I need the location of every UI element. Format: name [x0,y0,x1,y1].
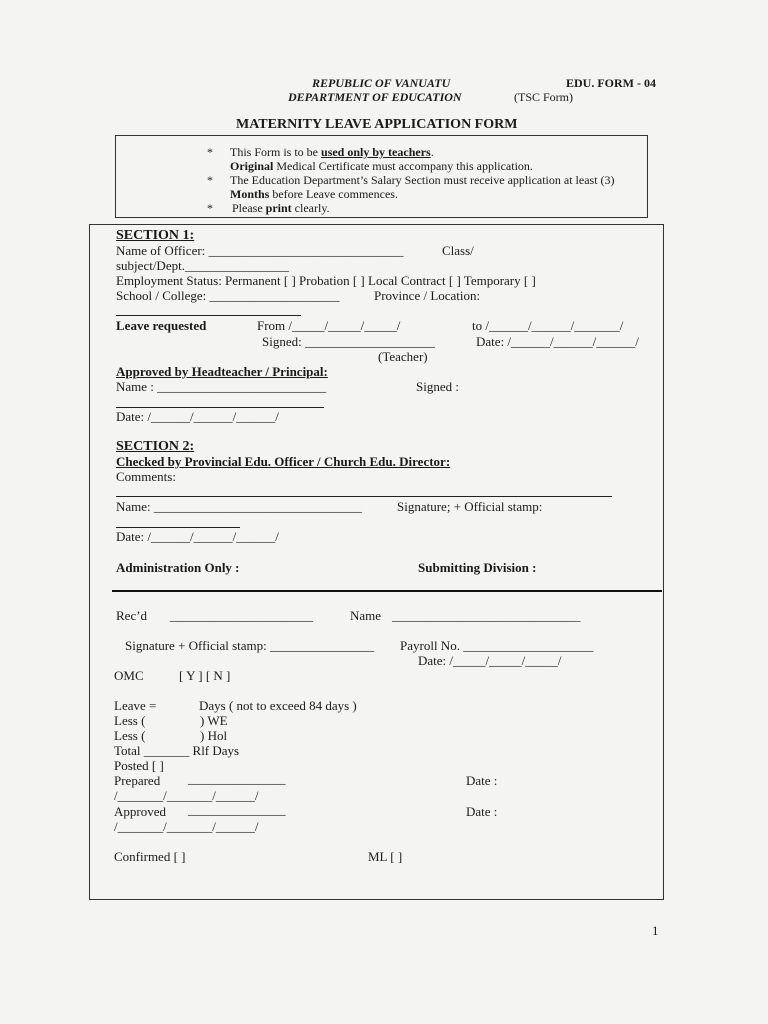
headteacher-date-field[interactable]: Date: /______/______/______/ [116,409,279,424]
employment-status-field[interactable]: Employment Status: Permanent [ ] Probation [ ] Local Contract [ ] Temporary [ ] [116,273,536,288]
notice-line-5: Please print clearly. [232,201,330,215]
comments-line[interactable] [116,496,612,497]
approved-date-label: Date : [466,804,498,819]
prepared-label: Prepared [114,773,161,788]
notice-bullet-3: * [207,201,213,215]
headteacher-underline [116,407,324,408]
notice-line-4: Months before Leave commences. [230,187,398,201]
posted-checkbox[interactable]: Posted [ ] [114,758,164,773]
total-field[interactable]: Total _______ Rlf Days [114,743,240,758]
prepared-date-label: Date : [466,773,498,788]
school-field[interactable]: School / College: ____________________ [116,288,340,303]
name-of-officer-field[interactable]: Name of Officer: ______________________________ [116,243,404,258]
omc-label: OMC [114,668,144,683]
notice-line-3: The Education Department’s Salary Section must receive application at least (3) [230,173,615,187]
submitting-division-label: Submitting Division : [418,560,537,575]
header-department: DEPARTMENT OF EDUCATION [288,90,462,104]
recd-label: Rec’d [116,608,148,623]
approved-heading: Approved by Headteacher / Principal: [116,364,328,379]
officer-underline [116,527,240,528]
subject-field[interactable]: subject/Dept.________________ [116,258,289,273]
hol-label: ) Hol [200,728,228,743]
notice-bullet-1: * [207,145,213,159]
officer-name-field[interactable]: Name: ________________________________ [116,499,362,514]
admin-name-field[interactable]: _____________________________ [392,608,581,623]
prepared-field[interactable]: _______________ [188,771,286,786]
section1-heading: SECTION 1: [116,228,195,243]
less-hol-label: Less ( [114,728,146,743]
days-note: Days ( not to exceed 84 days ) [199,698,357,713]
admin-divider [112,590,662,592]
leave-from-field[interactable]: From /_____/_____/_____/ [257,318,401,333]
province-label: Province / Location: [374,288,481,303]
admin-date-field[interactable]: Date: /_____/_____/_____/ [418,653,562,668]
officer-signature-label: Signature; + Official stamp: [397,499,543,514]
headteacher-name-field[interactable]: Name : __________________________ [116,379,327,394]
ml-checkbox[interactable]: ML [ ] [368,849,403,864]
approved-date-field[interactable]: /_______/_______/______/ [114,819,259,834]
teacher-caption: (Teacher) [378,349,428,364]
leave-requested-label: Leave requested [116,318,207,333]
school-underline [116,315,301,316]
headteacher-signed-label: Signed : [416,379,459,394]
notice-line-2: Original Medical Certificate must accompany this application. [230,159,533,173]
form-title: MATERNITY LEAVE APPLICATION FORM [236,117,518,132]
form-sub: (TSC Form) [514,90,574,104]
form-code: EDU. FORM - 04 [566,76,656,90]
payroll-field[interactable]: Payroll No. ____________________ [400,638,594,653]
page-number: 1 [652,923,659,938]
section2-heading: SECTION 2: [116,439,195,454]
leave-to-field[interactable]: to /______/______/_______/ [472,318,624,333]
omc-yn-checkboxes[interactable]: [ Y ] [ N ] [179,668,231,683]
teacher-date-field[interactable]: Date: /______/______/______/ [476,334,639,349]
admin-signature-field[interactable]: Signature + Official stamp: ________________ [125,638,375,653]
less-we-label: Less ( [114,713,146,728]
admin-name-label: Name [350,608,382,623]
class-label: Class/ [442,243,474,258]
notice-bullet-2: * [207,173,213,187]
header-republic: REPUBLIC OF VANUATU [312,76,451,90]
approved-field[interactable]: _______________ [188,802,286,817]
confirmed-checkbox[interactable]: Confirmed [ ] [114,849,186,864]
comments-label: Comments: [116,469,176,484]
recd-field[interactable]: ______________________ [170,608,313,623]
checked-heading: Checked by Provincial Edu. Officer / Church Edu. Director: [116,454,451,469]
prepared-date-field[interactable]: /_______/_______/______/ [114,788,259,803]
teacher-signed-field[interactable]: Signed: ____________________ [262,334,435,349]
leave-label: Leave = [114,698,157,713]
admin-only-label: Administration Only : [116,560,240,575]
approved-label: Approved [114,804,166,819]
we-label: ) WE [200,713,228,728]
notice-line-1: This Form is to be used only by teachers. [230,145,434,159]
officer-date-field[interactable]: Date: /______/______/______/ [116,529,279,544]
